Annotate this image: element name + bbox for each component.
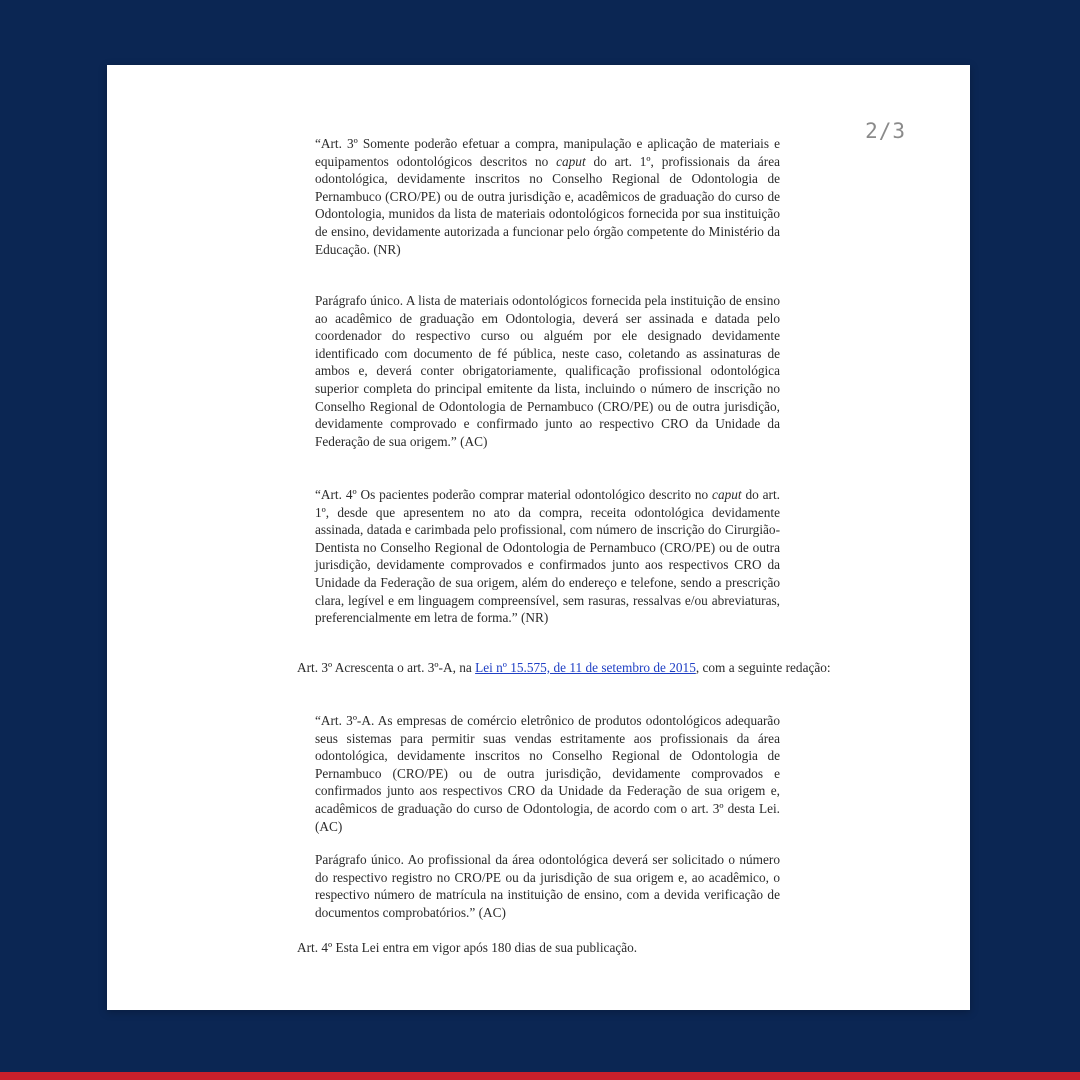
art4-body-paragraph: Art. 4º Esta Lei entra em vigor após 180 dias de sua publicação. (297, 940, 638, 955)
document-page (107, 65, 970, 1010)
bottom-accent-stripe (0, 1072, 1080, 1080)
law-15575-link[interactable]: Lei nº 15.575, de 11 de setembro de 2015 (475, 660, 696, 675)
art3a-quote-paragraph: “Art. 3º-A. As empresas de comércio eletrônico de produtos odontológicos adequarão seus sistemas para permitir suas vendas estritamente aos profissionais da área odontológica, devidamente inscritos no Conselho Regional de Odontologia de Pernambuco (CRO/PE) ou de outra jurisdição, devidamente comprovados e confirmados junto aos respectivos CRO da Unidade da Federação de sua origem e, acadêmicos de graduação do curso de Odontologia, de acordo com o art. 3º desta Lei. (AC) (315, 713, 780, 834)
art3a-paragrafo-unico: Parágrafo único. Ao profissional da área odontológica deverá ser solicitado o número do respectivo registro no CRO/PE ou da jurisdição de sua origem e, ao acadêmico, o respectivo número de matrícula na instituição de ensino, com a devida verificação de documentos comprobatórios.” (AC) (315, 852, 780, 920)
art3-quote-paragraph (315, 135, 780, 258)
art4-quote-paragraph (315, 486, 780, 627)
art4-quote-text-start: “Art. 4º Os pacientes poderão comprar material odontológico descrito no (315, 487, 713, 502)
art3-paragrafo-unico: Parágrafo único. A lista de materiais odontológicos fornecida pela instituição de ensino ao acadêmico de graduação em Odontologia, deverá ser assinada e datada pelo coordenador do respectivo curso ou alguém por ele designado devidamente identificado com documento de fé pública, neste caso, coletando as assinaturas de ambos e, deverá conter obrigatoriamente, qualificação profissional odontológica superior completa do principal emitente da lista, incluindo o número de inscrição no Conselho Regional de Odontologia de Pernambuco (CRO/PE) ou de outra jurisdição, devidamente comprovado e confirmado junto ao respectivo CRO da Unidade da Federação de sua origem.” (AC) (315, 293, 780, 449)
art3-quote-caput: caput (556, 153, 586, 169)
art4-quote-caput: caput (712, 487, 742, 502)
art3-body-text-start: Art. 3º Acrescenta o art. 3º-A, na (297, 660, 476, 675)
art3-quote-text-start: “Art. 3º Somente poderão efetuar a compra, manipulação e aplicação de materiais e equipamentos odontológicos descritos no (315, 136, 780, 169)
art4-quote-text-end: do art. 1º, desde que apresentem no ato da compra, receita odontológica devidamente assinada, datada e carimbada pelo profissional, com número de inscrição do Cirurgião-Dentista no Conselho Regional de Odontologia de Pernambuco (CRO/PE) ou de outra jurisdição, devidamente comprovados e confirmados junto aos respectivos CRO da Unidade da Federação de sua origem, além do endereço e telefone, sendo a prescrição clara, legível e em linguagem compreensível, sem rasuras, ressalvas e/ou abreviaturas, preferencialmente em letra de forma.” (NR) (315, 487, 781, 626)
art3-body-paragraph (259, 659, 835, 677)
art3-quote-text-end: do art. 1º, profissionais da área odontológica, devidamente inscritos no Conselho Regional de Odontologia de Pernambuco (CRO/PE) ou de outra jurisdição e, acadêmicos de graduação do curso de Odontologia, munidos da lista de materiais odontológicos fornecida por sua instituição de ensino, devidamente autorizada a funcionar pelo órgão competente do Ministério da Educação. (NR) (315, 153, 781, 257)
art3-body-text-end: , com a seguinte redação: (695, 660, 831, 675)
page-counter: 2/3 (865, 119, 906, 143)
